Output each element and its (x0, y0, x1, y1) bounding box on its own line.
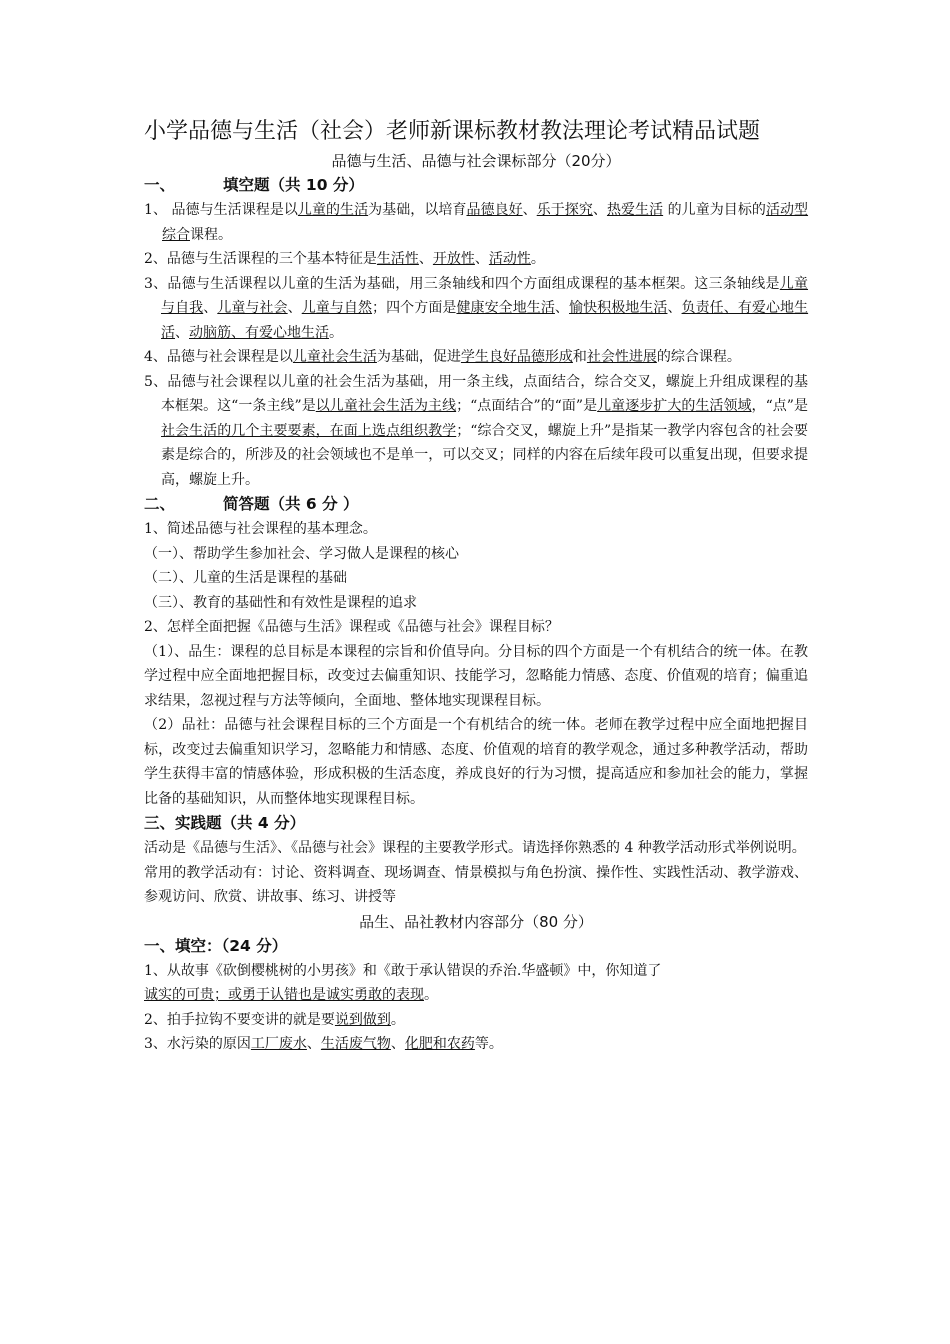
question-2: 2、品德与生活课程的三个基本特征是生活性、开放性、活动性。 (144, 251, 545, 267)
answer-item: （三）、教育的基础性和有效性是课程的追求 (144, 594, 417, 611)
section-label: 简答题（共 6 分 ） (223, 495, 359, 513)
fill-question-2: 2、拍手拉钩不要变讲的就是要说到做到。 (144, 1011, 405, 1028)
section-fill-in (144, 173, 808, 198)
fill-question-1: 1、从故事《砍倒樱桃树的小男孩》和《敢于承认错误的乔治.华盛顿》中，你知道了 (144, 962, 662, 979)
part2-heading: 品生、品社教材内容部分（80 分） (359, 912, 593, 931)
practice-answer: 常用的教学活动有：讨论、资料调查、现场调查、情景模拟与角色扮演、操作性、实践性活动、教学游戏、参观访问、欣赏、讲故事、练习、讲授等 (144, 864, 808, 905)
answer-paragraph: （2）品社：品德与社会课程目标的三个方面是一个有机结合的统一体。老师在教学过程中应全面地把握目标，改变过去偏重知识学习，忽略能力和情感、态度、价值观的培育的教学观念，通过多种教学活动，帮助学生获得丰富的情感体验，形成积极的生活态度，养成良好的行为习惯，提高适应和参加社会的能力，掌握比备的基础知识，从而整体地实现课程目标。 (144, 717, 808, 807)
question-5: 5、品德与社会课程以儿童的社会生活为基础，用一条主线，点面结合，综合交叉，螺旋上升组成课程的基本框架。这“一条主线”是以儿童社会生活为主线；“点面结合”的“面”是儿童逐步扩大的生活领域，“点”是社会生活的几个主要要素，在面上选点组织教学；“综合交叉，螺旋上升”是指某一教学内容包含的社会要素是综合的，所涉及的社会领域也不是单一，可以交叉；同样的内容在后续年段可以重复出现，但要求提高，螺旋上升。 (144, 373, 808, 488)
part1-heading: 品德与生活、品德与社会课标部分（20分） (331, 152, 621, 170)
answer-item: （一）、帮助学生参加社会、学习做人是课程的核心 (144, 545, 459, 562)
answer-item: （二）、儿童的生活是课程的基础 (144, 570, 347, 586)
question-3: 3、品德与生活课程以儿童的生活为基础，用三条轴线和四个方面组成课程的基本框架。这三条轴线是儿童与自我、儿童与社会、儿童与自然；四个方面是健康安全地生活、愉快积极地生活、负责任、有爱心地生活、动脑筋、有爱心地生活。 (144, 275, 809, 341)
practice-question: 活动是《品德与生活》、《品德与社会》课程的主要教学形式。请选择你熟悉的 4 种教学活动形式举例说明。 (144, 840, 806, 856)
fill-answer-1: 诚实的可贵；或勇于认错也是诚实勇敢的表现。 (144, 987, 438, 1003)
answer-paragraph: （1）、品生：课程的总目标是本课程的宗旨和价值导向。分目标的四个方面是一个有机结合的统一体。在教学过程中应全面地把握目标，改变过去偏重知识、技能学习，忽略能力情感、态度、价值观的培育；偏重追求结果，忽视过程与方法等倾向，全面地、整体地实现课程目标。 (144, 643, 808, 709)
short-answer-1: 1、简述品德与社会课程的基本理念。 (144, 521, 377, 537)
section-number: 一、 (144, 176, 176, 194)
section-short-answer (144, 492, 808, 517)
short-answer-2: 2、怎样全面把握《品德与生活》课程或《品德与社会》课程目标？ (144, 619, 559, 635)
section-number: 二、 (144, 495, 176, 513)
question-1: 1、 品德与生活课程是以儿童的生活为基础，以培育品德良好、乐于探究、热爱生活 的儿童为目标的活动型综合课程。 (144, 202, 809, 243)
document-body (144, 118, 808, 1057)
section-label: 填空题（共 10 分） (223, 176, 364, 194)
fill-question-3: 3、水污染的原因工厂废水、生活废气物、化肥和农药等。 (144, 1036, 503, 1052)
section-fill-in-2: 一、填空：（24 分） (144, 936, 288, 955)
document-title: 小学品德与生活（社会）老师新课标教材教法理论考试精品试题 (144, 119, 761, 144)
question-4: 4、品德与社会课程是以儿童社会生活为基础，促进学生良好品德形成和社会性进展的综合课程。 (144, 349, 741, 365)
section-practice: 三、实践题（共 4 分） (144, 814, 306, 832)
